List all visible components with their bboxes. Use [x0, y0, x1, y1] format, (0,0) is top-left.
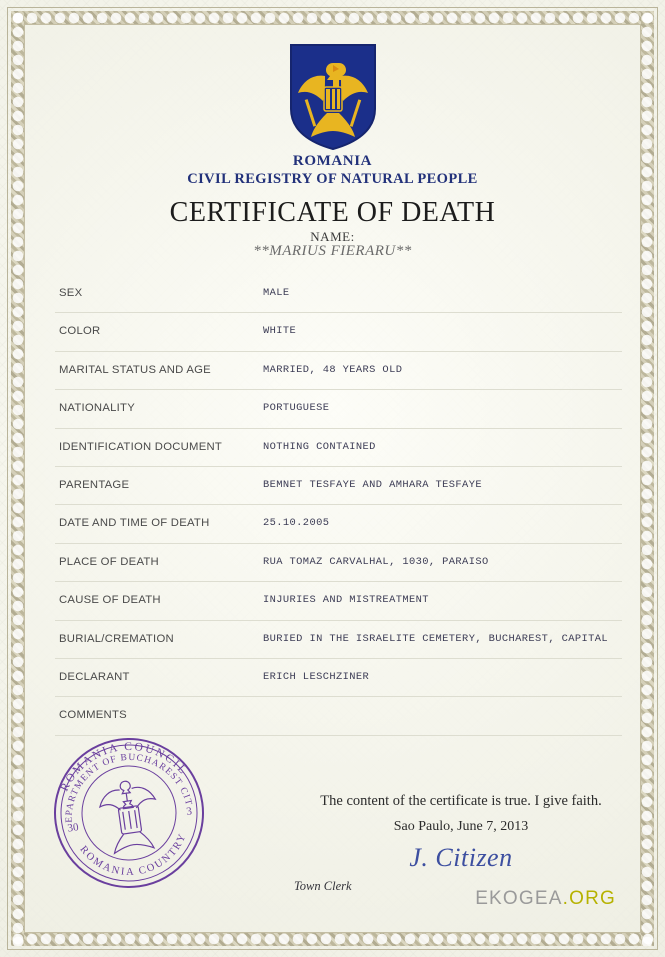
watermark-text: EKOGEA [475, 888, 563, 909]
official-seal [39, 723, 219, 903]
field-label: SEX [59, 287, 83, 299]
field-value: RUA TOMAZ CARVALHAL, 1030, PARAISO [263, 555, 489, 568]
field-label: COMMENTS [59, 709, 127, 722]
registry-name: CIVIL REGISTRY OF NATURAL PEOPLE [187, 171, 478, 187]
table-row [55, 582, 622, 620]
field-value: WHITE [263, 325, 297, 338]
name-label: NAME: [310, 229, 355, 244]
svg-text:DEPARTMENT OF BUCHAREST CITY [39, 723, 194, 828]
table-row [55, 313, 622, 351]
table-row [55, 467, 622, 505]
field-list [55, 275, 622, 736]
table-row [55, 275, 622, 313]
field-value: MALE [263, 287, 290, 299]
border-scallop-bottom [11, 932, 654, 946]
deceased-name: **MARIUS FIERARU** [253, 243, 412, 259]
border-scallop-top [11, 11, 654, 25]
field-label: PLACE OF DEATH [59, 555, 159, 568]
eagle-crest-icon [97, 777, 162, 854]
field-label: CAUSE OF DEATH [59, 594, 161, 607]
signature-name: J. Citizen [409, 843, 513, 872]
place-and-date: Sao Paulo, June 7, 2013 [393, 819, 529, 834]
table-row [55, 429, 622, 467]
table-row [55, 352, 622, 390]
seal-bottom-text: ROMANIA COUNTRY [77, 831, 190, 879]
table-row [55, 659, 622, 697]
border-scallop-right [640, 11, 654, 946]
svg-text:ROMANIA COUNTRY [77, 830, 194, 886]
field-value: PORTUGUESE [263, 402, 330, 415]
page-title: CERTIFICATE OF DEATH [169, 197, 496, 228]
document-content [33, 33, 632, 924]
field-value: MARRIED, 48 YEARS OLD [263, 363, 403, 376]
signature-block [294, 793, 626, 893]
field-label: PARENTAGE [59, 478, 130, 491]
watermark [475, 888, 616, 910]
field-value: INJURIES AND MISTREATMENT [263, 594, 429, 607]
table-row [55, 390, 622, 428]
seal-top-text: ROMANIA COUNCIL [58, 740, 190, 794]
table-row [55, 505, 622, 543]
field-label: NATIONALITY [59, 402, 135, 415]
seal-mid-text: DEPARTMENT OF BUCHAREST CITY [64, 752, 194, 823]
table-row [55, 544, 622, 582]
field-value: NOTHING CONTAINED [263, 440, 376, 453]
field-label: BURIAL/CREMATION [59, 632, 174, 645]
field-value: BURIED IN THE ISRAELITE CEMETERY, BUCHAREST, CAPITAL [263, 632, 609, 645]
seal-left-number: 30 [66, 821, 80, 835]
field-label: DECLARANT [59, 670, 130, 683]
field-label: COLOR [59, 325, 101, 338]
watermark-suffix: .ORG [562, 888, 616, 909]
table-row [55, 621, 622, 659]
field-label: IDENTIFICATION DOCUMENT [59, 440, 223, 453]
field-value: 25.10.2005 [263, 517, 330, 530]
field-label: MARITAL STATUS AND AGE [59, 363, 211, 376]
border-scallop-left [11, 11, 25, 946]
country-name: ROMANIA [292, 153, 373, 169]
field-value: BEMNET TESFAYE AND AMHARA TESFAYE [263, 478, 482, 491]
romania-coat-of-arms-icon [285, 43, 381, 156]
faith-statement: The content of the certificate is true. I give faith. [320, 793, 602, 809]
field-label: DATE AND TIME OF DEATH [59, 517, 210, 530]
seal-right-number: 3 [185, 805, 193, 818]
signatory-role: Town Clerk [294, 879, 352, 893]
field-value: ERICH LESCHZINER [263, 670, 370, 683]
